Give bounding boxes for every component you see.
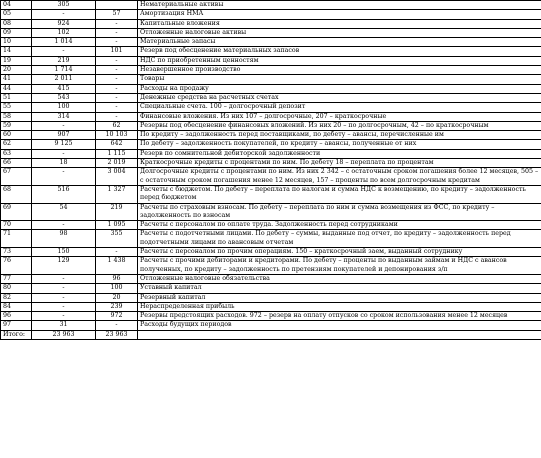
table-row	[1, 66, 541, 75]
credit-balance: -	[96, 93, 138, 102]
table-row	[1, 293, 541, 302]
table-row	[1, 257, 541, 275]
credit-balance: 2 019	[96, 159, 138, 168]
account-description: Материальные запасы	[138, 38, 541, 47]
credit-balance: 239	[96, 302, 138, 311]
account-description: Незавершенное производство	[138, 66, 541, 75]
account-number: 19	[1, 56, 32, 65]
credit-balance: 1 327	[96, 185, 138, 203]
account-number: 51	[1, 93, 32, 102]
account-number: 84	[1, 302, 32, 311]
debit-balance: 102	[32, 28, 96, 37]
debit-balance: -	[32, 168, 96, 186]
credit-balance: -	[96, 248, 138, 257]
account-description: Краткосрочные кредиты с процентами по ним. По дебету 18 – переплата по процентам	[138, 159, 541, 168]
table-row	[1, 274, 541, 283]
account-number: 41	[1, 75, 32, 84]
account-number: 14	[1, 47, 32, 56]
table-row	[1, 56, 541, 65]
debit-balance: 1 714	[32, 66, 96, 75]
account-description: Расходы будущих периодов	[138, 321, 541, 330]
table-row	[1, 168, 541, 186]
table-row	[1, 221, 541, 230]
account-description: Резерв по сомнительной дебиторской задолженности	[138, 149, 541, 158]
credit-balance: -	[96, 112, 138, 121]
table-row	[1, 321, 541, 330]
credit-balance: 1 095	[96, 221, 138, 230]
total-credit: 23 963	[96, 330, 138, 339]
credit-balance: -	[96, 66, 138, 75]
table-row	[1, 140, 541, 149]
credit-balance: 62	[96, 121, 138, 130]
debit-balance: -	[32, 149, 96, 158]
debit-balance: 907	[32, 131, 96, 140]
account-number: 73	[1, 248, 32, 257]
credit-balance: -	[96, 56, 138, 65]
account-description: Резервы предстоящих расходов. 972 – резерв на оплату отпусков со сроком использования менее 12 месяцев	[138, 312, 541, 321]
account-description: Уставный капитал	[138, 284, 541, 293]
table-row	[1, 121, 541, 130]
credit-balance: 642	[96, 140, 138, 149]
table-row	[1, 230, 541, 248]
account-number: 63	[1, 149, 32, 158]
account-number: 04	[1, 1, 32, 10]
table-row	[1, 131, 541, 140]
debit-balance: -	[32, 284, 96, 293]
account-number: 96	[1, 312, 32, 321]
debit-balance: 516	[32, 185, 96, 203]
credit-balance: -	[96, 38, 138, 47]
account-description: Резерв под обесценение материальных запасов	[138, 47, 541, 56]
debit-balance: 219	[32, 56, 96, 65]
credit-balance: 3 004	[96, 168, 138, 186]
account-description: Расчеты с бюджетом. По дебету – переплата по налогам и сумма НДС к возмещению, по кредиту – задолженность перед бюджетом	[138, 185, 541, 203]
debit-balance: -	[32, 302, 96, 311]
debit-balance: 415	[32, 84, 96, 93]
credit-balance	[96, 1, 138, 10]
credit-balance: 96	[96, 274, 138, 283]
debit-balance: 18	[32, 159, 96, 168]
account-number: 05	[1, 10, 32, 19]
credit-balance: -	[96, 19, 138, 28]
debit-balance: 1 014	[32, 38, 96, 47]
account-number: 80	[1, 284, 32, 293]
table-row	[1, 38, 541, 47]
account-description: Расходы на продажу	[138, 84, 541, 93]
table-row	[1, 248, 541, 257]
credit-balance: 57	[96, 10, 138, 19]
account-number: 58	[1, 112, 32, 121]
table-row	[1, 28, 541, 37]
credit-balance: 100	[96, 284, 138, 293]
account-number: 08	[1, 19, 32, 28]
account-description: Отложенные налоговые активы	[138, 28, 541, 37]
account-number: 09	[1, 28, 32, 37]
account-number: 68	[1, 185, 32, 203]
total-label: Итого:	[1, 330, 32, 339]
debit-balance: 129	[32, 257, 96, 275]
account-number: 60	[1, 131, 32, 140]
table-row	[1, 1, 541, 10]
account-number: 66	[1, 159, 32, 168]
account-description: Специальные счета. 100 – долгосрочный депозит	[138, 103, 541, 112]
debit-balance: 2 011	[32, 75, 96, 84]
account-description: НДС по приобретенным ценностям	[138, 56, 541, 65]
account-number: 10	[1, 38, 32, 47]
table-row	[1, 47, 541, 56]
account-description: Расчеты с персоналом по оплате труда. Задолженность перед сотрудниками	[138, 221, 541, 230]
account-description: Денежные средства на расчетных счетах	[138, 93, 541, 102]
debit-balance: -	[32, 47, 96, 56]
debit-balance: -	[32, 312, 96, 321]
debit-balance: 31	[32, 321, 96, 330]
account-description: Расчеты с персоналом по прочим операциям. 150 – краткосрочный заем, выданный сотруднику	[138, 248, 541, 257]
credit-balance: -	[96, 75, 138, 84]
debit-balance: 924	[32, 19, 96, 28]
account-number: 44	[1, 84, 32, 93]
credit-balance: 355	[96, 230, 138, 248]
account-number: 82	[1, 293, 32, 302]
account-number: 59	[1, 121, 32, 130]
account-number: 97	[1, 321, 32, 330]
table-row	[1, 112, 541, 121]
debit-balance: -	[32, 121, 96, 130]
table-row	[1, 93, 541, 102]
table-row	[1, 75, 541, 84]
account-description: По кредиту – задолженность перед поставщиками, по дебету – авансы, перечисленные им	[138, 131, 541, 140]
credit-balance: 101	[96, 47, 138, 56]
debit-balance: 150	[32, 248, 96, 257]
account-number: 62	[1, 140, 32, 149]
account-number: 70	[1, 221, 32, 230]
credit-balance: -	[96, 103, 138, 112]
debit-balance: -	[32, 274, 96, 283]
table-row	[1, 284, 541, 293]
debit-balance: 305	[32, 1, 96, 10]
debit-balance: 54	[32, 203, 96, 221]
table-row	[1, 10, 541, 19]
account-description: Нераспределенная прибыль	[138, 302, 541, 311]
debit-balance: 543	[32, 93, 96, 102]
account-description: Резервы под обесценение финансовых вложений. Из них 20 – по долгосрочным, 42 – по краткосрочным	[138, 121, 541, 130]
table-row	[1, 203, 541, 221]
table-row	[1, 302, 541, 311]
credit-balance: 1 438	[96, 257, 138, 275]
account-description: Расчеты по страховым взносам. По дебету – переплата по ним и сумма возмещения из ФСС, по кредиту – задолженность по взносам	[138, 203, 541, 221]
table-body	[1, 1, 541, 340]
account-description: Долгосрочные кредиты с процентами по ним. Из них 2 342 – с остаточным сроком погашения более 12 месяцев, 505 – с остаточным сроком погашения менее 12 месяцев, 157 – проценты по всем долгосрочным кредитам	[138, 168, 541, 186]
debit-balance: -	[32, 10, 96, 19]
account-description: Расчеты с подотчетными лицами. По дебету – суммы, выданные под отчет, по кредиту – задолженность перед подотчетными лицами по авансовым отчетам	[138, 230, 541, 248]
debit-balance: 314	[32, 112, 96, 121]
account-description: Амортизация НМА	[138, 10, 541, 19]
debit-balance: 9 125	[32, 140, 96, 149]
credit-balance: 1 115	[96, 149, 138, 158]
account-number: 76	[1, 257, 32, 275]
debit-balance: 100	[32, 103, 96, 112]
total-row	[1, 330, 541, 339]
account-number: 55	[1, 103, 32, 112]
credit-balance: -	[96, 321, 138, 330]
credit-balance: -	[96, 84, 138, 93]
total-debit: 23 963	[32, 330, 96, 339]
account-number: 69	[1, 203, 32, 221]
credit-balance: 10 103	[96, 131, 138, 140]
credit-balance: 972	[96, 312, 138, 321]
credit-balance: 20	[96, 293, 138, 302]
credit-balance: 219	[96, 203, 138, 221]
account-description: По дебету – задолженность покупателей, по кредиту – авансы, полученные от них	[138, 140, 541, 149]
account-description: Расчеты с прочими дебиторами и кредиторами. По дебету – проценты по выданным займам и НДС с авансов полученных, по кредиту – задолженность по претензиям покупателей и депонирования з/п	[138, 257, 541, 275]
account-description: Нематериальные активы	[138, 1, 541, 10]
table-row	[1, 312, 541, 321]
account-number: 71	[1, 230, 32, 248]
table-row	[1, 185, 541, 203]
table-row	[1, 103, 541, 112]
table-row	[1, 159, 541, 168]
table-row	[1, 149, 541, 158]
total-desc	[138, 330, 541, 339]
account-description: Товары	[138, 75, 541, 84]
account-description: Финансовые вложения. Из них 107 – долгосрочные, 207 – краткосрочные	[138, 112, 541, 121]
table-row	[1, 84, 541, 93]
account-number: 20	[1, 66, 32, 75]
debit-balance: -	[32, 293, 96, 302]
debit-balance: 98	[32, 230, 96, 248]
account-description: Резервный капитал	[138, 293, 541, 302]
table-row	[1, 19, 541, 28]
account-description: Капитальные вложения	[138, 19, 541, 28]
credit-balance: -	[96, 28, 138, 37]
account-description: Отложенные налоговые обязательства	[138, 274, 541, 283]
account-number: 67	[1, 168, 32, 186]
account-number: 77	[1, 274, 32, 283]
debit-balance: -	[32, 221, 96, 230]
